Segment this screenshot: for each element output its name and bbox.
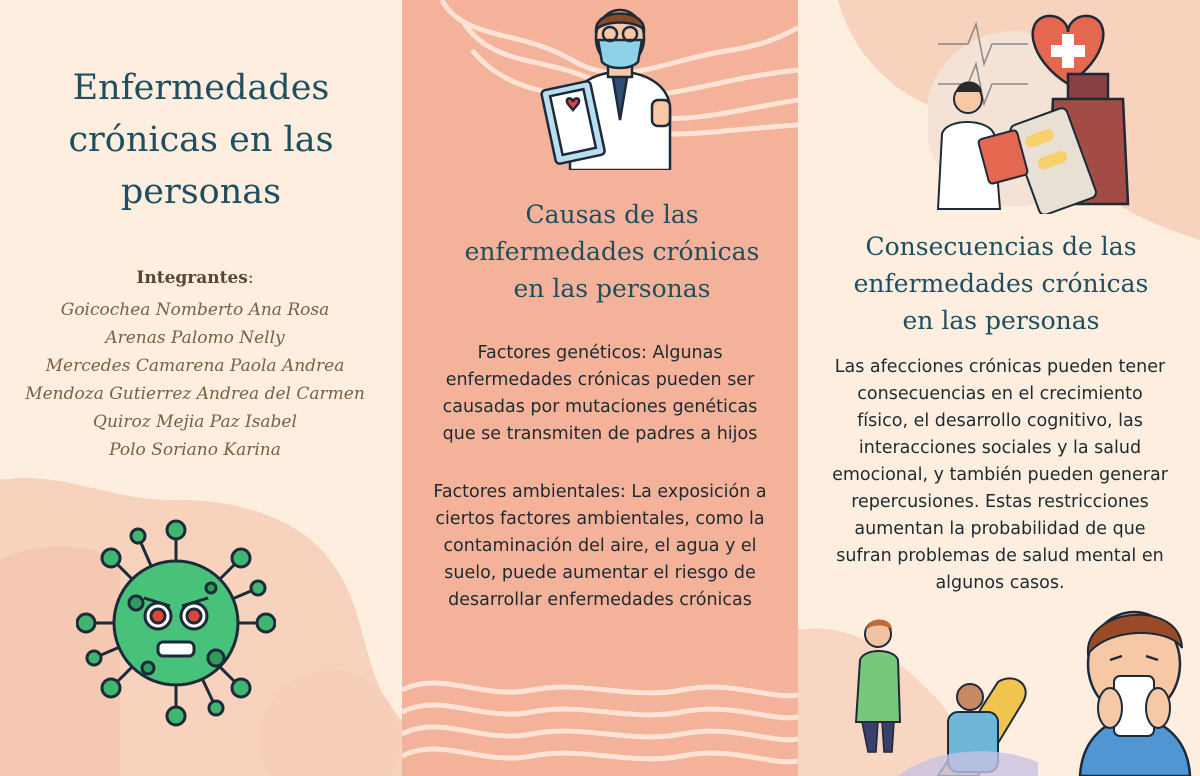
causes-title: Causas de las enfermedades crónicas en las personas xyxy=(464,200,760,303)
integrantes-colon: : xyxy=(247,268,254,288)
sick-boy-icon xyxy=(1070,598,1200,776)
member-name: Arenas Palomo Nelly xyxy=(105,328,285,348)
medical-heart-icon xyxy=(928,4,1138,214)
member-name: Mendoza Gutierrez Andrea del Carmen xyxy=(25,384,365,404)
integrantes-heading xyxy=(0,268,390,288)
members-list xyxy=(0,296,390,464)
doctor-icon xyxy=(540,0,700,170)
consequences-text: Las afecciones crónicas pueden tener consecuencias en el crecimiento físico, el desarrollo cognitivo, las interacciones sociales y la salud emocional, y también pueden generar repercusiones. Estas restricciones aumentan la probabilidad de que sufran problemas de salud mental en algunos casos. xyxy=(832,357,1168,593)
patients-icon xyxy=(838,612,1038,776)
member-name: Polo Soriano Karina xyxy=(109,440,281,460)
member-name: Goicochea Nomberto Ana Rosa xyxy=(60,300,330,320)
brochure-title: Enfermedades crónicas en las personas xyxy=(68,68,334,212)
right-panel xyxy=(798,0,1200,776)
environmental-factors-text: Factores ambientales: La exposición a ciertos factores ambientales, como la contaminación del aire, el agua y el suelo, puede aumentar el riesgo de desarrollar enfermedades crónicas xyxy=(433,482,767,610)
virus-icon xyxy=(76,518,276,728)
consequences-title: Consecuencias de las enfermedades crónicas en las personas xyxy=(853,232,1149,335)
integrantes-label: Integrantes xyxy=(136,268,248,288)
member-name: Mercedes Camarena Paola Andrea xyxy=(45,356,345,376)
genetic-factors-text: Factores genéticos: Algunas enfermedades crónicas pueden ser causadas por mutaciones genéticas que se transmiten de padres a hijos xyxy=(442,343,758,444)
member-name: Quiroz Mejia Paz Isabel xyxy=(93,412,297,432)
middle-panel xyxy=(402,0,798,776)
left-panel xyxy=(0,0,402,776)
